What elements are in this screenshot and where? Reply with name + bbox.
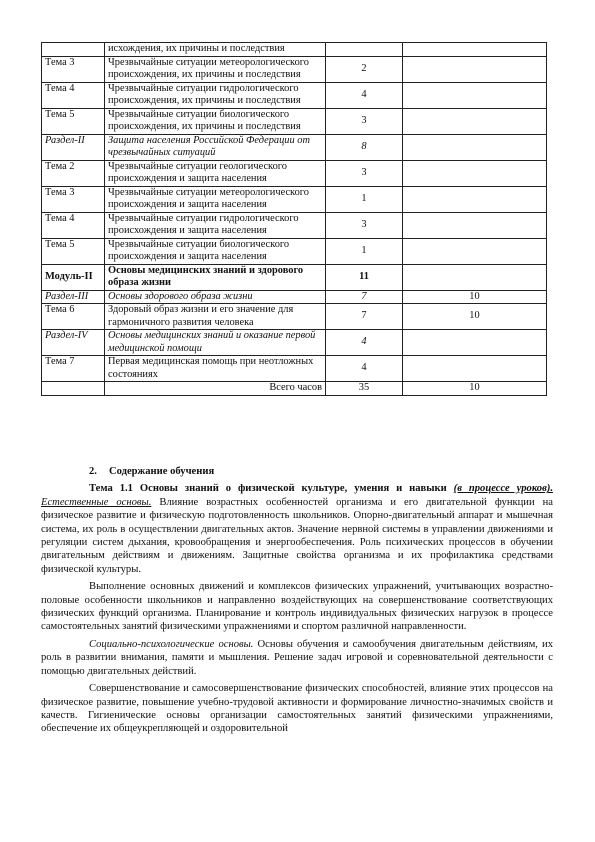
table-cell-c1: Раздел-IV — [42, 330, 105, 356]
table-cell-c3: 11 — [326, 264, 403, 290]
table-cell-c1: Тема 5 — [42, 108, 105, 134]
table-cell-c2: Защита населения Российской Федерации от чрезвычайных ситуаций — [105, 134, 326, 160]
paragraph-3 — [41, 638, 553, 678]
table-cell-c4: 10 — [403, 290, 547, 304]
paragraph-3-text: Основы обучения и самообучения двигательным действиям, их роль в развитии внимания, памяти и мышления. Решение задач игровой и соревновательной деятельности с помощью двигательных действий. — [41, 638, 553, 677]
table-cell-c3: 3 — [326, 160, 403, 186]
table-cell-c3: 3 — [326, 212, 403, 238]
table-row — [42, 186, 547, 212]
table-cell-c1: Тема 3 — [42, 56, 105, 82]
table-cell-c2: Чрезвычайные ситуации геологического происхождения и защита населения — [105, 160, 326, 186]
natural-basics-label: Естественные основы. — [41, 496, 152, 508]
table-cell-c4 — [403, 186, 547, 212]
table-row — [42, 82, 547, 108]
table-cell-c3: 7 — [326, 290, 403, 304]
table-cell-c2: Всего часов — [105, 382, 326, 396]
table-row — [42, 290, 547, 304]
table-cell-c3: 8 — [326, 134, 403, 160]
topic-note: (в процессе уроков). — [453, 483, 553, 495]
paragraph-topic — [41, 482, 553, 576]
table-cell-c4 — [403, 264, 547, 290]
table-cell-c2: Чрезвычайные ситуации биологического происхождения, их причины и последствия — [105, 108, 326, 134]
table-cell-c3: 4 — [326, 82, 403, 108]
table-row — [42, 264, 547, 290]
table-row — [42, 304, 547, 330]
table-cell-c4 — [403, 82, 547, 108]
table-cell-c1: Тема 3 — [42, 186, 105, 212]
table-row — [42, 134, 547, 160]
table-cell-c4 — [403, 108, 547, 134]
table-cell-c2: Первая медицинская помощь при неотложных состояниях — [105, 356, 326, 382]
table-cell-c2: Основы медицинских знаний и оказание первой медицинской помощи — [105, 330, 326, 356]
table-cell-c3: 4 — [326, 356, 403, 382]
table-cell-c2: Чрезвычайные ситуации биологического происхождения и защита населения — [105, 238, 326, 264]
table-row — [42, 43, 547, 57]
social-basics-label: Социально-психологические основы. — [89, 638, 254, 650]
table-cell-c1: Тема 2 — [42, 160, 105, 186]
table-cell-c4 — [403, 212, 547, 238]
table-cell-c2: Чрезвычайные ситуации метеорологического происхождения и защита населения — [105, 186, 326, 212]
table-cell-c3: 1 — [326, 186, 403, 212]
content-section — [41, 465, 553, 740]
table-row — [42, 382, 547, 396]
table-cell-c1: Тема 5 — [42, 238, 105, 264]
paragraph-1-text: Влияние возрастных особенностей организма и его двигательной функции на физическое развитие и физическую подготовленность школьников. Опорно-двигательный аппарат и мышечная система, их роль в осуществлении двигательных актов. Значение нервной системы в управлении движениями и регуляции систем дыхания, кровообращения и энергообеспечения. Роль психических процессов в обучении двигательным действиям и движениям. Защитные свойства организма и их профилактика средствами физической культуры. — [41, 496, 553, 575]
table-cell-c1: Тема 4 — [42, 82, 105, 108]
table-cell-c3: 3 — [326, 108, 403, 134]
section-heading — [41, 465, 553, 478]
table-cell-c1: Раздел-III — [42, 290, 105, 304]
table-cell-c1: Модуль-II — [42, 264, 105, 290]
paragraph-4: Совершенствование и самосовершенствование физических способностей, влияние этих процессов на физическое развитие, повышение учебно-трудовой активности и формирование личностно-значимых свойств и качеств. Гигиенические основы организации самостоятельных занятий физическими упражнениями, обеспечение их общеукрепляющей и оздоровительной — [41, 683, 553, 735]
table-cell-c1: Раздел-II — [42, 134, 105, 160]
table-cell-c2: Чрезвычайные ситуации гидрологического происхождения и защита населения — [105, 212, 326, 238]
table-cell-c1: Тема 4 — [42, 212, 105, 238]
table-cell-c3: 2 — [326, 56, 403, 82]
table-cell-c2: Чрезвычайные ситуации метеорологического происхождения, их причины и последствия — [105, 56, 326, 82]
table-cell-c4 — [403, 356, 547, 382]
table-cell-c1 — [42, 382, 105, 396]
table-cell-c1: Тема 6 — [42, 304, 105, 330]
table-row — [42, 56, 547, 82]
table-cell-c4 — [403, 43, 547, 57]
table-row — [42, 212, 547, 238]
table-row — [42, 160, 547, 186]
table-cell-c4: 10 — [403, 304, 547, 330]
paragraph-2: Выполнение основных движений и комплексов физических упражнений, учитывающих возрастно-половые особенности школьников и направленно воздействующих на совершенствование соответствующих физических функций организма. Планирование и контроль индивидуальных физических нагрузок в процессе самостоятельных занятий физическими упражнениями и спортом различной направленности. — [41, 581, 553, 633]
table-row — [42, 238, 547, 264]
table-cell-c4 — [403, 134, 547, 160]
table-cell-c4 — [403, 56, 547, 82]
table-row — [42, 108, 547, 134]
table-cell-c4 — [403, 330, 547, 356]
table-row — [42, 330, 547, 356]
table-cell-c2: Чрезвычайные ситуации гидрологического происхождения, их причины и последствия — [105, 82, 326, 108]
table-cell-c2: Основы медицинских знаний и здорового образа жизни — [105, 264, 326, 290]
table-cell-c3: 4 — [326, 330, 403, 356]
table-cell-c3: 35 — [326, 382, 403, 396]
section-number: 2. — [89, 466, 97, 477]
table-cell-c4 — [403, 160, 547, 186]
table-cell-c4 — [403, 238, 547, 264]
curriculum-table-body — [42, 43, 547, 396]
curriculum-table — [41, 42, 547, 396]
table-cell-c3: 7 — [326, 304, 403, 330]
table-cell-c3 — [326, 43, 403, 57]
table-cell-c2: исхождения, их причины и последствия — [105, 43, 326, 57]
table-row — [42, 356, 547, 382]
topic-title: Тема 1.1 Основы знаний о физической культуре, умения и навыки — [89, 483, 447, 495]
table-cell-c2: Основы здорового образа жизни — [105, 290, 326, 304]
table-cell-c1: Тема 7 — [42, 356, 105, 382]
table-cell-c3: 1 — [326, 238, 403, 264]
section-title: Содержание обучения — [108, 466, 215, 477]
table-cell-c1 — [42, 43, 105, 57]
table-cell-c2: Здоровый образ жизни и его значение для гармоничного развития человека — [105, 304, 326, 330]
table-cell-c4: 10 — [403, 382, 547, 396]
